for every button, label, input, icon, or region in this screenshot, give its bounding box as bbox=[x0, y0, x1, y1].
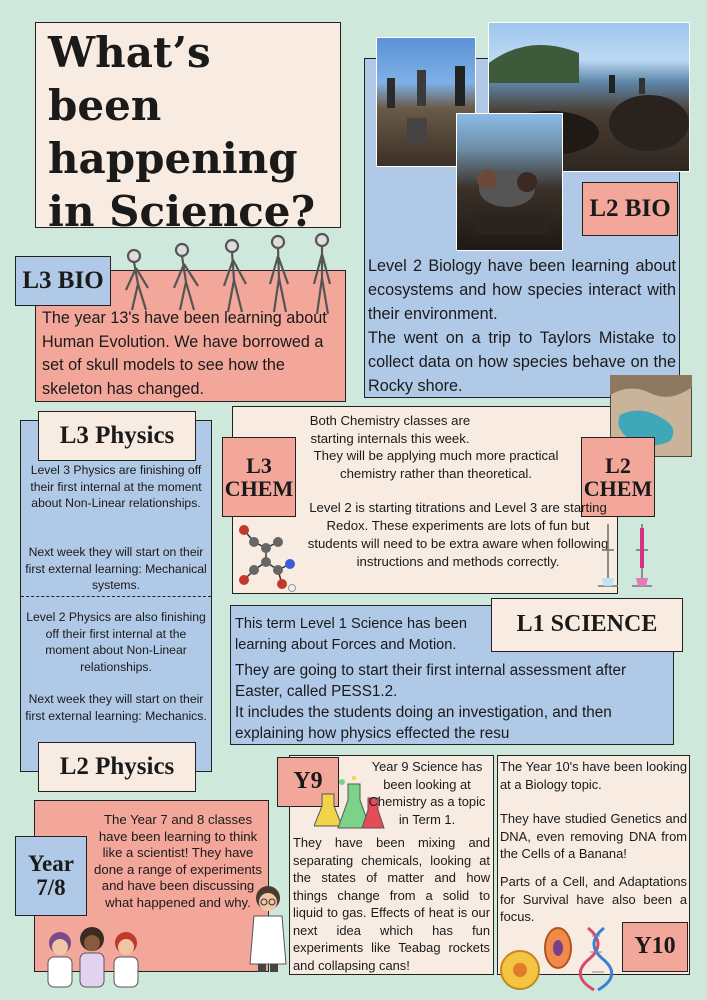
l1science-label: L1 SCIENCE bbox=[491, 598, 683, 652]
y78-text: The Year 7 and 8 classes have been learning to think like a scientist! They have done a range of experiments and have been discussing what happened and why. bbox=[94, 812, 262, 910]
chem-text-3: Level 2 is starting titrations and Level 3 are starting Redox. These experiments are lots of fun but students will need to be extra aware when following instructions and methods correctly. bbox=[307, 500, 609, 569]
l3physics-text-1: Level 3 Physics are finishing off their first internal at the moment about Non-Linear relationships. bbox=[30, 463, 202, 510]
page-title: What’s been happening in Science? bbox=[48, 28, 316, 236]
molecule-icon bbox=[232, 518, 304, 598]
scientist-character-icon bbox=[240, 884, 296, 974]
y78-label: Year 7/8 bbox=[15, 836, 87, 916]
kids-scientists-icon bbox=[40, 925, 146, 989]
l2chem-label: L2 CHEM bbox=[581, 437, 655, 517]
physics-divider bbox=[21, 596, 211, 597]
chem-text-2: They will be applying much more practical chemistry rather than theoretical. bbox=[313, 448, 559, 481]
y10-text-1: The Year 10's have been looking at a Biology topic. bbox=[500, 759, 687, 792]
y10-label: Y10 bbox=[622, 922, 688, 972]
cell-dna-icons bbox=[500, 924, 620, 994]
l1science-text-3: It includes the students doing an investigation, and then explaining how physics effected the resu bbox=[235, 704, 612, 742]
l3physics-label: L3 Physics bbox=[38, 411, 196, 461]
l2bio-text-2: The went on a trip to Taylors Mistake to collect data on how species behave on the Rocky shore. bbox=[368, 329, 676, 395]
l1science-text-1: This term Level 1 Science has been learning about Forces and Motion. bbox=[235, 616, 468, 653]
rocky-shore-photo-3 bbox=[456, 113, 563, 251]
l3bio-text: The year 13's have been learning about Human Evolution. We have borrowed a set of skull models to see how the skeleton has changed. bbox=[42, 309, 327, 398]
human-evolution-skeletons-icon bbox=[120, 232, 350, 318]
students-crouching-icon bbox=[457, 114, 563, 251]
l2physics-label: L2 Physics bbox=[38, 742, 196, 792]
y9-text-1: Year 9 Science has been looking at Chemistry as a topic in Term 1. bbox=[368, 759, 486, 827]
l3chem-label: L3 CHEM bbox=[222, 437, 296, 517]
titration-stand-icon bbox=[594, 520, 654, 592]
l3physics-text-2: Next week they will start on their first external learning: Mechanical systems. bbox=[25, 545, 207, 592]
l2bio-text-1: Level 2 Biology have been learning about ecosystems and how species interact with their environment. bbox=[368, 257, 676, 323]
l1science-text-2: They are going to start their first internal assessment after Easter, called PESS1.2. bbox=[235, 662, 627, 700]
y9-label: Y9 bbox=[277, 757, 339, 807]
l2physics-text-2: Next week they will start on their first external learning: Mechanics. bbox=[25, 692, 207, 723]
y10-text-2: They have studied Genetics and DNA, even removing DNA from the Cells of a Banana! bbox=[500, 811, 687, 861]
l2physics-text-1: Level 2 Physics are also finishing off their first internal at the moment about Non-Linear relationships. bbox=[26, 610, 206, 674]
chem-text-1: Both Chemistry classes are starting internals this week. bbox=[309, 413, 471, 446]
l2bio-label: L2 BIO bbox=[582, 182, 678, 236]
y10-text-3: Parts of a Cell, and Adaptations for Survival have also been a focus. bbox=[500, 874, 687, 924]
y9-text-2: They have been mixing and separating chemicals, looking at the states of matter and how things change from a solid to liquid to gas. Effects of heat is our next idea which has fun experiments like Teabag rockets and collapsing cans! bbox=[293, 835, 490, 973]
l3bio-label: L3 BIO bbox=[15, 256, 111, 306]
